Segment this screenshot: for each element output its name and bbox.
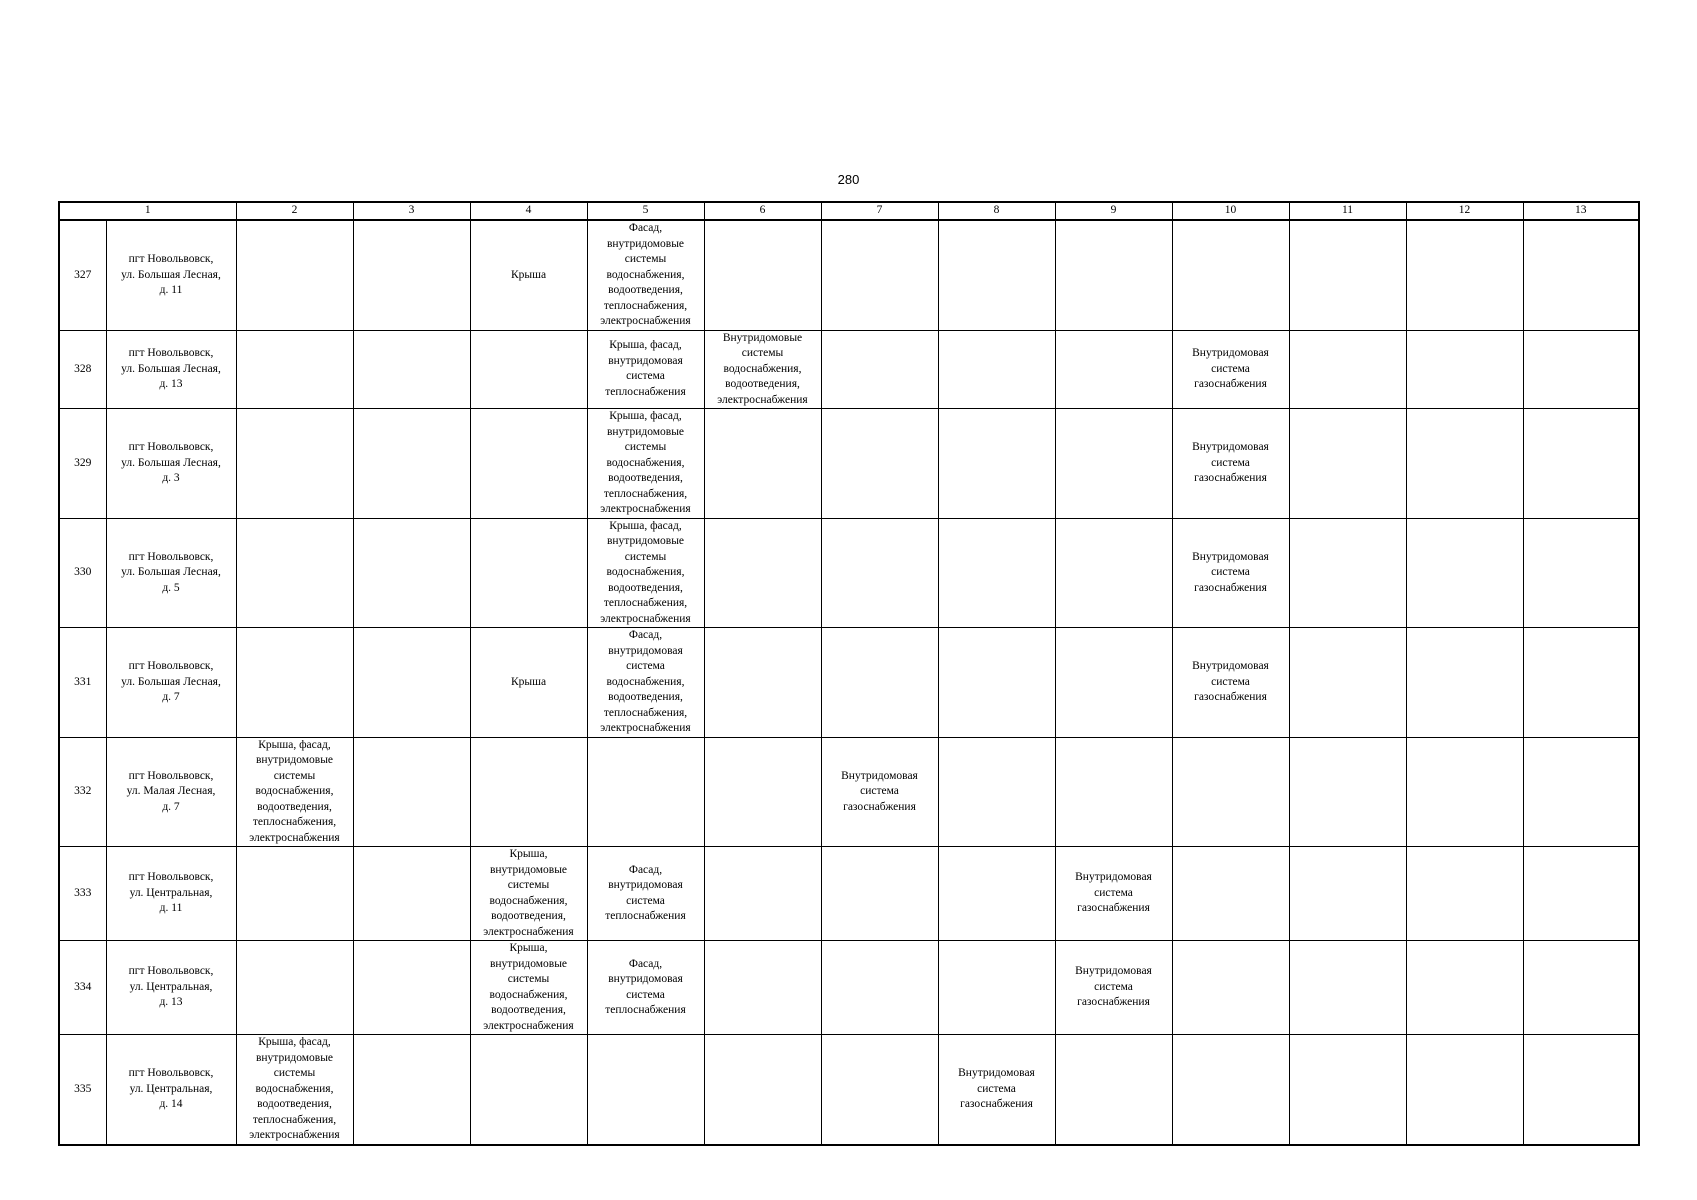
col-6-cell	[704, 941, 821, 1035]
col-7-cell	[821, 628, 938, 738]
col-13-cell	[1523, 628, 1639, 738]
header-cell-1: 1	[59, 202, 236, 220]
col-11-cell	[1289, 941, 1406, 1035]
col-11-cell	[1289, 737, 1406, 847]
table-row	[59, 518, 1639, 628]
col-8-cell	[938, 518, 1055, 628]
col-3-cell	[353, 518, 470, 628]
address-cell: пгт Новольвовск, ул. Центральная, д. 14	[106, 1035, 236, 1145]
col-6-cell: Внутридомовые системы водоснабжения, водоотведения, электроснабжения	[704, 330, 821, 409]
header-cell-10: 10	[1172, 202, 1289, 220]
col-12-cell	[1406, 737, 1523, 847]
col-12-cell	[1406, 628, 1523, 738]
address-cell: пгт Новольвовск, ул. Большая Лесная, д. 13	[106, 330, 236, 409]
col-6-cell	[704, 847, 821, 941]
col-7-cell	[821, 330, 938, 409]
col-13-cell	[1523, 220, 1639, 330]
address-cell: пгт Новольвовск, ул. Центральная, д. 11	[106, 847, 236, 941]
col-12-cell	[1406, 409, 1523, 519]
row-number: 328	[59, 330, 106, 409]
col-13-cell	[1523, 409, 1639, 519]
col-11-cell	[1289, 518, 1406, 628]
col-3-cell	[353, 330, 470, 409]
col-4-cell	[470, 518, 587, 628]
table-row	[59, 220, 1639, 330]
col-10-cell	[1172, 941, 1289, 1035]
col-7-cell: Внутридомовая система газоснабжения	[821, 737, 938, 847]
col-2-cell	[236, 330, 353, 409]
col-6-cell	[704, 1035, 821, 1145]
col-9-cell	[1055, 330, 1172, 409]
col-5-cell: Фасад, внутридомовая система теплоснабжения	[587, 847, 704, 941]
row-number: 333	[59, 847, 106, 941]
row-number: 331	[59, 628, 106, 738]
address-cell: пгт Новольвовск, ул. Малая Лесная, д. 7	[106, 737, 236, 847]
col-8-cell	[938, 847, 1055, 941]
col-2-cell	[236, 220, 353, 330]
col-11-cell	[1289, 1035, 1406, 1145]
col-7-cell	[821, 941, 938, 1035]
row-number: 332	[59, 737, 106, 847]
col-11-cell	[1289, 628, 1406, 738]
col-3-cell	[353, 941, 470, 1035]
col-4-cell	[470, 1035, 587, 1145]
col-11-cell	[1289, 409, 1406, 519]
row-number: 334	[59, 941, 106, 1035]
col-9-cell	[1055, 1035, 1172, 1145]
col-6-cell	[704, 737, 821, 847]
col-3-cell	[353, 220, 470, 330]
table-row	[59, 1035, 1639, 1145]
col-10-cell: Внутридомовая система газоснабжения	[1172, 628, 1289, 738]
table-row	[59, 847, 1639, 941]
col-2-cell	[236, 409, 353, 519]
col-11-cell	[1289, 220, 1406, 330]
header-cell-9: 9	[1055, 202, 1172, 220]
col-12-cell	[1406, 941, 1523, 1035]
col-8-cell	[938, 941, 1055, 1035]
col-10-cell	[1172, 220, 1289, 330]
col-10-cell	[1172, 737, 1289, 847]
col-4-cell	[470, 330, 587, 409]
col-13-cell	[1523, 1035, 1639, 1145]
row-number: 329	[59, 409, 106, 519]
col-4-cell: Крыша	[470, 628, 587, 738]
header-cell-2: 2	[236, 202, 353, 220]
col-13-cell	[1523, 941, 1639, 1035]
col-12-cell	[1406, 220, 1523, 330]
col-2-cell	[236, 628, 353, 738]
col-12-cell	[1406, 330, 1523, 409]
col-7-cell	[821, 220, 938, 330]
header-cell-4: 4	[470, 202, 587, 220]
col-9-cell	[1055, 409, 1172, 519]
col-13-cell	[1523, 518, 1639, 628]
col-8-cell	[938, 409, 1055, 519]
col-5-cell: Крыша, фасад, внутридомовые системы водоснабжения, водоотведения, теплоснабжения, электроснабжения	[587, 409, 704, 519]
table-row	[59, 330, 1639, 409]
header-cell-7: 7	[821, 202, 938, 220]
col-10-cell	[1172, 1035, 1289, 1145]
col-4-cell	[470, 737, 587, 847]
col-9-cell: Внутридомовая система газоснабжения	[1055, 847, 1172, 941]
col-8-cell	[938, 330, 1055, 409]
header-cell-3: 3	[353, 202, 470, 220]
col-5-cell: Фасад, внутридомовая система теплоснабжения	[587, 941, 704, 1035]
col-2-cell	[236, 847, 353, 941]
col-5-cell	[587, 1035, 704, 1145]
col-10-cell	[1172, 847, 1289, 941]
col-5-cell: Крыша, фасад, внутридомовые системы водоснабжения, водоотведения, теплоснабжения, электроснабжения	[587, 518, 704, 628]
col-9-cell	[1055, 628, 1172, 738]
col-8-cell	[938, 628, 1055, 738]
col-3-cell	[353, 1035, 470, 1145]
table-row	[59, 737, 1639, 847]
table-row	[59, 628, 1639, 738]
col-4-cell: Крыша	[470, 220, 587, 330]
col-10-cell: Внутридомовая система газоснабжения	[1172, 518, 1289, 628]
header-cell-12: 12	[1406, 202, 1523, 220]
col-8-cell	[938, 220, 1055, 330]
col-3-cell	[353, 737, 470, 847]
header-cell-8: 8	[938, 202, 1055, 220]
col-6-cell	[704, 628, 821, 738]
col-7-cell	[821, 518, 938, 628]
col-7-cell	[821, 1035, 938, 1145]
col-5-cell	[587, 737, 704, 847]
col-12-cell	[1406, 518, 1523, 628]
col-9-cell: Внутридомовая система газоснабжения	[1055, 941, 1172, 1035]
col-5-cell: Фасад, внутридомовые системы водоснабжения, водоотведения, теплоснабжения, электроснабжения	[587, 220, 704, 330]
col-11-cell	[1289, 847, 1406, 941]
table-row	[59, 941, 1639, 1035]
col-13-cell	[1523, 847, 1639, 941]
col-13-cell	[1523, 330, 1639, 409]
row-number: 330	[59, 518, 106, 628]
row-number: 327	[59, 220, 106, 330]
col-3-cell	[353, 628, 470, 738]
col-2-cell: Крыша, фасад, внутридомовые системы водоснабжения, водоотведения, теплоснабжения, электроснабжения	[236, 1035, 353, 1145]
col-11-cell	[1289, 330, 1406, 409]
address-cell: пгт Новольвовск, ул. Центральная, д. 13	[106, 941, 236, 1035]
col-3-cell	[353, 409, 470, 519]
header-cell-13: 13	[1523, 202, 1639, 220]
col-2-cell	[236, 518, 353, 628]
col-10-cell: Внутридомовая система газоснабжения	[1172, 330, 1289, 409]
col-5-cell: Крыша, фасад, внутридомовая система теплоснабжения	[587, 330, 704, 409]
address-cell: пгт Новольвовск, ул. Большая Лесная, д. 11	[106, 220, 236, 330]
col-12-cell	[1406, 847, 1523, 941]
col-8-cell: Внутридомовая система газоснабжения	[938, 1035, 1055, 1145]
col-6-cell	[704, 518, 821, 628]
col-9-cell	[1055, 737, 1172, 847]
col-10-cell: Внутридомовая система газоснабжения	[1172, 409, 1289, 519]
col-7-cell	[821, 409, 938, 519]
col-6-cell	[704, 220, 821, 330]
col-2-cell	[236, 941, 353, 1035]
col-8-cell	[938, 737, 1055, 847]
col-4-cell: Крыша, внутридомовые системы водоснабжения, водоотведения, электроснабжения	[470, 847, 587, 941]
col-12-cell	[1406, 1035, 1523, 1145]
col-9-cell	[1055, 220, 1172, 330]
col-7-cell	[821, 847, 938, 941]
header-row	[59, 202, 1639, 220]
col-2-cell: Крыша, фасад, внутридомовые системы водоснабжения, водоотведения, теплоснабжения, электроснабжения	[236, 737, 353, 847]
table-row	[59, 409, 1639, 519]
header-cell-6: 6	[704, 202, 821, 220]
repair-schedule-table	[58, 201, 1640, 1146]
page-number: 280	[837, 172, 860, 187]
row-number: 335	[59, 1035, 106, 1145]
address-cell: пгт Новольвовск, ул. Большая Лесная, д. 7	[106, 628, 236, 738]
address-cell: пгт Новольвовск, ул. Большая Лесная, д. 5	[106, 518, 236, 628]
col-3-cell	[353, 847, 470, 941]
col-5-cell: Фасад, внутридомовая система водоснабжения, водоотведения, теплоснабжения, электроснабжения	[587, 628, 704, 738]
col-4-cell	[470, 409, 587, 519]
header-cell-5: 5	[587, 202, 704, 220]
header-cell-11: 11	[1289, 202, 1406, 220]
col-4-cell: Крыша, внутридомовые системы водоснабжения, водоотведения, электроснабжения	[470, 941, 587, 1035]
address-cell: пгт Новольвовск, ул. Большая Лесная, д. 3	[106, 409, 236, 519]
col-9-cell	[1055, 518, 1172, 628]
col-6-cell	[704, 409, 821, 519]
col-13-cell	[1523, 737, 1639, 847]
